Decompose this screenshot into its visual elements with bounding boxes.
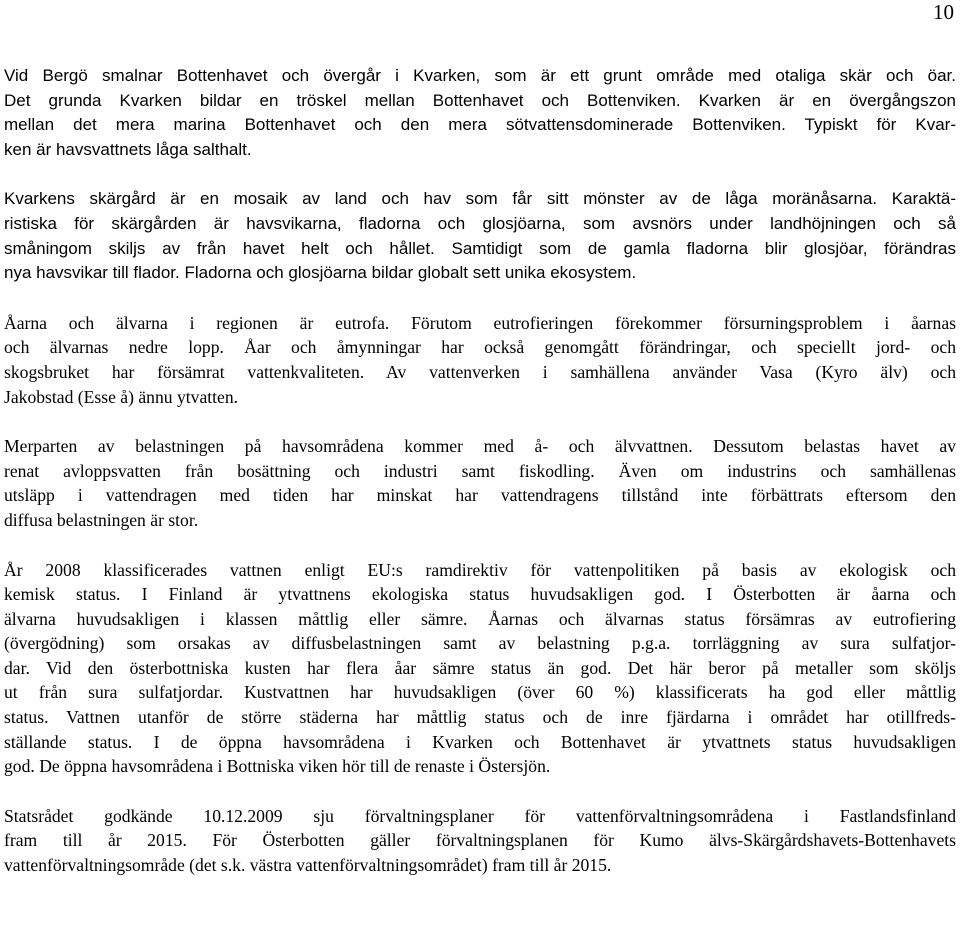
paragraph-kvarken-archipelago bbox=[4, 187, 956, 285]
text-line: vattenförvaltningsområde (det s.k. västra vattenförvaltningsområdet) fram till år 2015. bbox=[4, 855, 612, 876]
text-line: älvarna huvudsakligen i klassen måttlig eller sämre. Åarnas och älvarnas status försämras av eutrofiering bbox=[4, 608, 956, 629]
text-line: utsläpp i vattendragen med tiden har minskat har vattendragens tillstånd inte förbättrats eftersom den bbox=[4, 485, 956, 506]
text-line: Åarna och älvarna i regionen är eutrofa. Förutom eutrofieringen förekommer försurningsproblem i åarnas bbox=[4, 312, 956, 333]
text-line: Statsrådet godkände 10.12.2009 sju förvaltningsplaner för vattenförvaltningsområdena i Fastlandsfinland bbox=[4, 805, 956, 826]
text-line: nya havsvikar till flador. Fladorna och glosjöarna bildar globalt sett unika ekosystem. bbox=[4, 263, 637, 283]
text-line: Det grunda Kvarken bildar en tröskel mellan Bottenhavet och Bottenviken. Kvarken är en övergångszon bbox=[4, 90, 956, 110]
text-line: och älvarnas nedre lopp. Åar och åmynningar har också genomgått förändringar, och speciellt jord- och bbox=[4, 337, 956, 358]
text-line: status. Vattnen utanför de större städerna har måttlig status och de inre fjärdarna i området har otillfreds- bbox=[4, 707, 956, 728]
text-line: ristiska för skärgården är havsvikarna, fladorna och glosjöarna, som avsnörs under landhöjningen och så bbox=[4, 213, 956, 233]
text-line: mellan det mera marina Bottenhavet och den mera sötvattensdominerade Bottenviken. Typiskt för Kvar- bbox=[4, 115, 956, 135]
text-line: År 2008 klassificerades vattnen enligt EU:s ramdirektiv för vattenpolitiken på basis av ekologisk och bbox=[4, 559, 956, 580]
text-line: skogsbruket har försämrat vattenkvaliteten. Av vattenverken i samhällena använder Vasa (Kyro älv) och bbox=[4, 361, 956, 382]
text-line: renat avloppsvatten från bosättning och industri samt fiskodling. Även om industrins och samhällenas bbox=[4, 460, 956, 481]
text-line: ken är havsvattnets låga salthalt. bbox=[4, 139, 252, 159]
text-line: kemisk status. I Finland är ytvattnens ekologiska status huvudsakligen god. I Österbotten är åarna och bbox=[4, 584, 956, 605]
document-body bbox=[4, 64, 956, 903]
paragraph-bergo-kvarken bbox=[4, 64, 956, 162]
text-line: Merparten av belastningen på havsområdena kommer med å- och älvvattnen. Dessutom belastas havet av bbox=[4, 436, 956, 457]
paragraph-rivers-eutrophic bbox=[4, 311, 956, 409]
text-line: Kvarkens skärgård är en mosaik av land och hav som får sitt mönster av de låga moränåsarna. Karaktä- bbox=[4, 189, 956, 209]
text-line: småningom skiljs av från havet helt och hållet. Samtidigt som de gamla fladorna blir glosjöar, förändras bbox=[4, 238, 956, 258]
text-line: ut från sura sulfatjordar. Kustvattnen har huvudsakligen (över 60 %) klassificerats ha god eller måttlig bbox=[4, 682, 956, 703]
page-number: 10 bbox=[933, 0, 954, 24]
text-line: dar. Vid den österbottniska kusten har flera åar sämre status än god. Det här beror på metaller som sköljs bbox=[4, 657, 956, 678]
paragraph-management-plans bbox=[4, 804, 956, 878]
text-line: god. De öppna havsområdena i Bottniska viken hör till de renaste i Östersjön. bbox=[4, 756, 551, 777]
text-line: diffusa belastningen är stor. bbox=[4, 509, 199, 530]
text-line: Jakobstad (Esse å) ännu ytvatten. bbox=[4, 386, 239, 407]
paragraph-classification-2008 bbox=[4, 558, 956, 779]
text-line: (övergödning) som orsakas av diffusbelastningen samt av belastning p.g.a. torrläggning av sura sulfatjor- bbox=[4, 633, 956, 654]
text-line: Vid Bergö smalnar Bottenhavet och övergår i Kvarken, som är ett grunt område med otaliga skär och öar. bbox=[4, 66, 956, 85]
paragraph-sea-loading bbox=[4, 434, 956, 532]
text-line: ställande status. I de öppna havsområdena i Kvarken och Bottenhavet är ytvattnets status huvudsakligen bbox=[4, 731, 956, 752]
text-line: fram till år 2015. För Österbotten gäller förvaltningsplanen för Kumo älvs-Skärgårdshavets-Bottenhavets bbox=[4, 830, 956, 851]
